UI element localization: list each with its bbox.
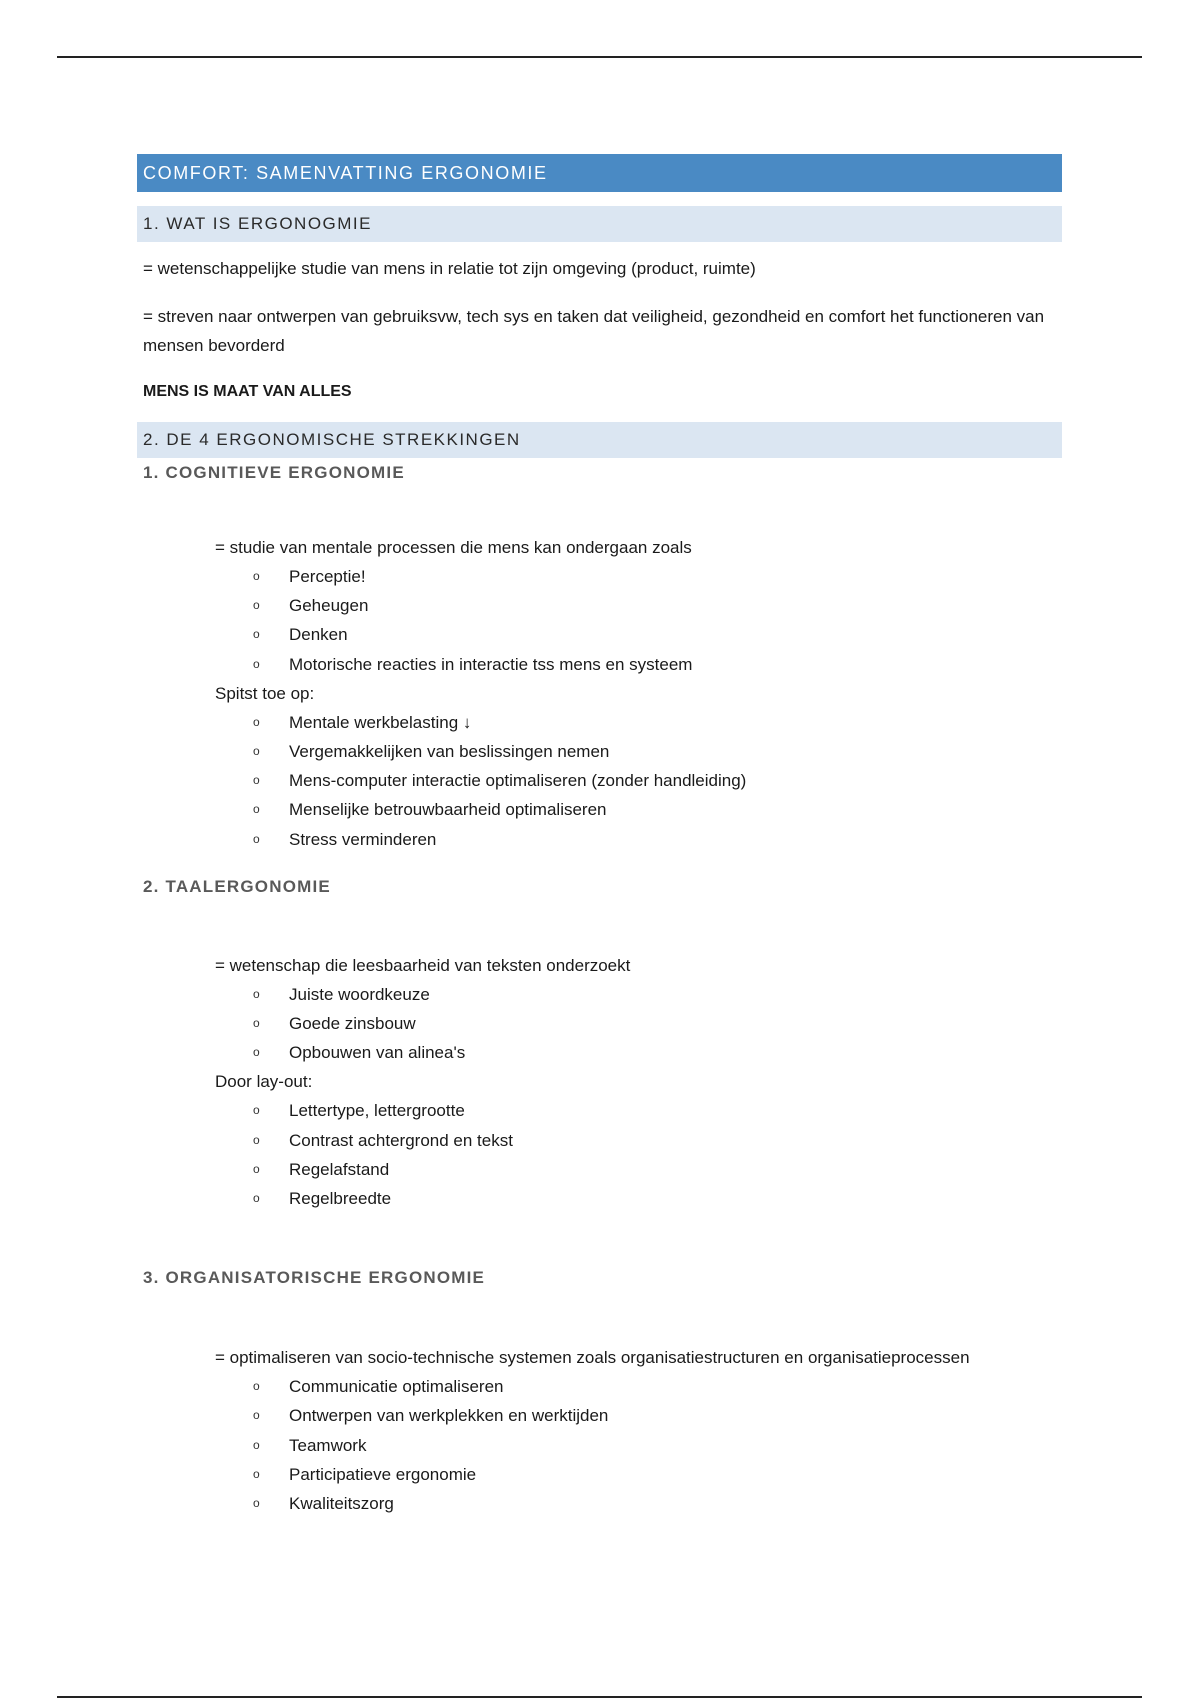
list-item: o Perceptie! bbox=[253, 562, 1062, 591]
circle-bullet-icon: o bbox=[253, 1016, 260, 1031]
list-item: o Kwaliteitszorg bbox=[253, 1489, 1062, 1518]
circle-bullet-icon: o bbox=[253, 656, 260, 671]
list-item: o Mentale werkbelasting ↓ bbox=[253, 708, 1062, 737]
circle-bullet-icon: o bbox=[253, 986, 260, 1001]
circle-bullet-icon: o bbox=[253, 1161, 260, 1176]
circle-bullet-icon: o bbox=[253, 598, 260, 613]
section-heading-1: 1. WAT IS ERGONOGMIE bbox=[137, 206, 1062, 242]
list-item: o Stress verminderen bbox=[253, 825, 1062, 854]
list-item: o Geheugen bbox=[253, 591, 1062, 620]
list-item: o Participatieve ergonomie bbox=[253, 1460, 1062, 1489]
subheading-organizational: 3. ORGANISATORISCHE ERGONOMIE bbox=[143, 1268, 486, 1288]
circle-bullet-icon: o bbox=[253, 1103, 260, 1118]
list-item: o Mens-computer interactie optimaliseren (zonder handleiding) bbox=[253, 766, 1062, 795]
organizational-list bbox=[137, 1372, 1062, 1518]
organizational-intro: = optimaliseren van socio-technische systemen zoals organisatiestructuren en organisatieprocessen bbox=[215, 1348, 970, 1368]
circle-bullet-icon: o bbox=[253, 627, 260, 642]
cognitive-focus-label: Spitst toe op: bbox=[215, 683, 315, 703]
list-item: o Regelbreedte bbox=[253, 1184, 1062, 1213]
circle-bullet-icon: o bbox=[253, 1379, 260, 1394]
list-item: o Denken bbox=[253, 620, 1062, 649]
circle-bullet-icon: o bbox=[253, 569, 260, 583]
cognitive-focus-list bbox=[137, 708, 1062, 854]
subheading-cognitive: 1. COGNITIEVE ERGONOMIE bbox=[143, 463, 405, 482]
list-item: o Teamwork bbox=[253, 1431, 1062, 1460]
section-heading-2: 2. DE 4 ERGONOMISCHE STREKKINGEN bbox=[137, 422, 1062, 458]
circle-bullet-icon: o bbox=[253, 1045, 260, 1060]
circle-bullet-icon: o bbox=[253, 1437, 260, 1452]
list-item: o Contrast achtergrond en tekst bbox=[253, 1126, 1062, 1155]
document-body bbox=[137, 154, 1062, 1518]
list-item: o Ontwerpen van werkplekken en werktijden bbox=[253, 1401, 1062, 1430]
circle-bullet-icon: o bbox=[253, 1132, 260, 1147]
list-item: o Regelafstand bbox=[253, 1155, 1062, 1184]
list-item: o Lettertype, lettergrootte bbox=[253, 1096, 1062, 1125]
language-list bbox=[137, 980, 1062, 1068]
circle-bullet-icon: o bbox=[253, 802, 260, 817]
list-item: o Vergemakkelijken van beslissingen nemen bbox=[253, 737, 1062, 766]
circle-bullet-icon: o bbox=[253, 1496, 260, 1511]
circle-bullet-icon: o bbox=[253, 1408, 260, 1423]
list-item: o Juiste woordkeuze bbox=[253, 980, 1062, 1009]
circle-bullet-icon: o bbox=[253, 1466, 260, 1481]
circle-bullet-icon: o bbox=[253, 714, 260, 729]
language-intro: = wetenschap die leesbaarheid van teksten onderzoekt bbox=[215, 955, 631, 975]
circle-bullet-icon: o bbox=[253, 773, 260, 788]
page-footer-rule bbox=[57, 1696, 1142, 1698]
list-item: o Motorische reacties in interactie tss mens en systeem bbox=[253, 650, 1062, 679]
list-item: o Goede zinsbouw bbox=[253, 1009, 1062, 1038]
page-header-rule bbox=[57, 56, 1142, 58]
language-layout-list bbox=[137, 1096, 1062, 1213]
list-item: o Menselijke betrouwbaarheid optimaliseren bbox=[253, 795, 1062, 824]
document-title: COMFORT: SAMENVATTING ERGONOMIE bbox=[137, 154, 1062, 192]
definition-2: = streven naar ontwerpen van gebruiksvw, tech sys en taken dat veiligheid, gezondheid en comfort het functioneren van mensen bevorderd bbox=[143, 307, 1045, 355]
cognitive-intro: = studie van mentale processen die mens kan ondergaan zoals bbox=[215, 538, 692, 557]
list-item: o Communicatie optimaliseren bbox=[253, 1372, 1062, 1401]
emphasis-statement: MENS IS MAAT VAN ALLES bbox=[143, 383, 352, 400]
circle-bullet-icon: o bbox=[253, 831, 260, 846]
definition-1: = wetenschappelijke studie van mens in relatie tot zijn omgeving (product, ruimte) bbox=[143, 259, 756, 278]
cognitive-list bbox=[137, 562, 1062, 679]
list-item: o Opbouwen van alinea's bbox=[253, 1038, 1062, 1067]
circle-bullet-icon: o bbox=[253, 744, 260, 759]
language-layout-label: Door lay-out: bbox=[215, 1072, 313, 1092]
circle-bullet-icon: o bbox=[253, 1191, 260, 1206]
subheading-language: 2. TAALERGONOMIE bbox=[143, 876, 331, 896]
